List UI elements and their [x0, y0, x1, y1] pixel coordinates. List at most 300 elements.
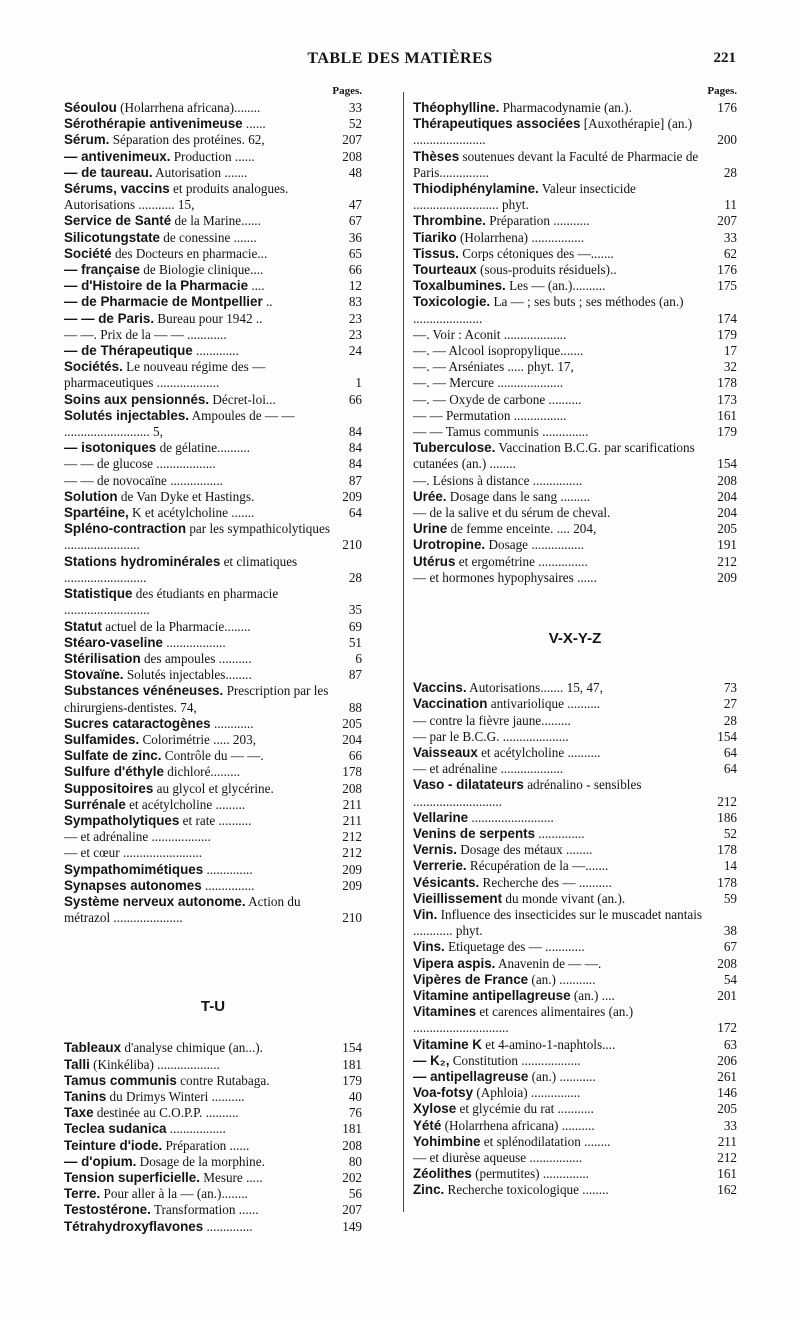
- entry-heading: Solutés injectables.: [64, 407, 190, 423]
- entry-heading: Soins aux pensionnés.: [64, 391, 210, 407]
- entry-description: — —. Prix de la — — ............: [64, 326, 227, 342]
- entry-heading: Thiodiphénylamine.: [413, 181, 539, 197]
- entry-description: (Holarrhena africana)........: [116, 100, 261, 115]
- entry-page: 191: [717, 537, 737, 553]
- entry-page: 63: [723, 1036, 737, 1052]
- entry-description: Anavenin de — —.: [495, 955, 602, 971]
- column-divider: [403, 92, 404, 1212]
- entry-heading: Thérapeutiques associées: [413, 116, 581, 132]
- index-entry: [64, 1186, 362, 1202]
- entry-description: Colorimétrie ..... 203,: [139, 731, 257, 747]
- entry-page: 204: [342, 731, 362, 747]
- entry-heading: Teinture d'iode.: [64, 1137, 163, 1153]
- entry-heading: Tamus communis: [64, 1072, 177, 1088]
- entry-description: Corps cétoniques des —.......: [458, 245, 614, 261]
- index-entry: [64, 878, 362, 894]
- index-entry: [413, 408, 737, 424]
- entry-description: Solutés injectables........: [123, 667, 252, 683]
- entry-heading: Tiariko: [413, 229, 457, 245]
- entry-page: 209: [342, 488, 362, 504]
- pages-label: Pages.: [707, 85, 737, 97]
- index-entry: [413, 777, 737, 809]
- index-entry: [64, 100, 362, 116]
- index-entry: [64, 748, 362, 764]
- entry-description: (Holarrhena) ................: [456, 229, 585, 245]
- entry-page: 33: [348, 100, 362, 115]
- entry-description: Transformation ......: [150, 1202, 259, 1218]
- entry-list: [413, 100, 737, 586]
- entry-description: Influence des insecticides sur le muscadet nantais ............ phyt.: [413, 906, 703, 939]
- entry-page: 87: [348, 472, 362, 488]
- entry-description: Prescription par les chirurgiens-dentistes. 74,: [64, 683, 329, 715]
- entry-page: 211: [342, 796, 362, 812]
- entry-heading: Statistique: [64, 586, 133, 602]
- index-entry: [413, 810, 737, 826]
- entry-description: Contrôle du — —.: [161, 748, 264, 764]
- entry-page: 179: [717, 326, 737, 342]
- entry-page: 200: [717, 132, 737, 148]
- entry-description: ...............: [201, 877, 255, 893]
- entry-heading: Tableaux: [64, 1040, 122, 1056]
- entry-page: 1: [355, 375, 362, 391]
- entry-heading: Vipères de France: [413, 971, 529, 987]
- entry-page: 52: [723, 825, 737, 841]
- index-entry: [413, 343, 737, 359]
- entry-heading: Toxicologie.: [413, 294, 491, 310]
- index-entry: [413, 440, 737, 472]
- entry-heading: — antivenimeux.: [64, 148, 171, 164]
- entry-heading: Spléno-contraction: [64, 521, 187, 537]
- entry-page: 178: [717, 842, 737, 858]
- entry-page: 202: [342, 1169, 362, 1185]
- index-entry: [64, 1170, 362, 1186]
- index-entry: [64, 311, 362, 327]
- entry-page: 12: [348, 278, 362, 294]
- page-number: 221: [713, 50, 736, 66]
- right-column: [413, 84, 737, 1199]
- entry-description: Recherche des — ..........: [479, 874, 612, 890]
- entry-heading: Vins.: [413, 939, 445, 955]
- entry-page: 33: [723, 1117, 737, 1133]
- index-entry: [413, 729, 737, 745]
- index-entry: [64, 1089, 362, 1105]
- entry-page: 208: [342, 148, 362, 164]
- entry-description: (Kinkéliba) ...................: [89, 1056, 220, 1072]
- index-entry: [64, 1057, 362, 1073]
- entry-description: Production ......: [170, 148, 255, 164]
- index-entry: [64, 683, 362, 715]
- index-entry: [413, 1101, 737, 1117]
- entry-heading: Stérilisation: [64, 650, 141, 666]
- entry-heading: Voa-fotsy: [413, 1085, 474, 1101]
- index-entry: [413, 262, 737, 278]
- index-entry: [64, 1219, 362, 1235]
- index-entry: [413, 1004, 737, 1036]
- entry-heading: Thrombine.: [413, 213, 486, 229]
- entry-heading: Suppositoires: [64, 780, 154, 796]
- index-entry: [413, 149, 737, 181]
- entry-heading: Teclea sudanica: [64, 1121, 167, 1137]
- entry-heading: Vipera aspis.: [413, 955, 496, 971]
- index-entry: [413, 907, 737, 939]
- index-entry: [413, 294, 737, 326]
- index-entry: [413, 826, 737, 842]
- entry-description: — et cœur ........................: [64, 845, 203, 861]
- entry-heading: Toxalbumines.: [413, 278, 506, 294]
- index-entry: [413, 327, 737, 343]
- entry-heading: Vaso - dilatateurs: [413, 777, 524, 793]
- entry-description: .................: [166, 1121, 226, 1137]
- entry-description: (an.) ....: [570, 987, 615, 1003]
- index-entry: [64, 440, 362, 456]
- entry-page: 28: [348, 569, 362, 585]
- entry-heading: Sulfamides.: [64, 731, 140, 747]
- index-entry: [413, 554, 737, 570]
- entry-page: 209: [717, 569, 737, 585]
- entry-heading: Sympatholytiques: [64, 812, 180, 828]
- index-entry: [64, 862, 362, 878]
- entry-page: 64: [723, 761, 737, 777]
- index-entry: [413, 956, 737, 972]
- entry-description: La — ; ses buts ; ses méthodes (an.) .....................: [413, 294, 684, 326]
- index-entry: [413, 713, 737, 729]
- entry-description: — — Permutation ................: [413, 407, 567, 423]
- entry-page: 67: [348, 213, 362, 229]
- entry-page: 64: [348, 505, 362, 521]
- entry-description: de conessine .......: [159, 229, 257, 245]
- entry-description: Les — (an.)..........: [505, 278, 606, 294]
- entry-description: des ampoules ..........: [140, 650, 252, 666]
- entry-description: — de la salive et du sérum de cheval.: [413, 505, 611, 521]
- index-entry: [413, 392, 737, 408]
- entry-page: 84: [348, 440, 362, 456]
- entry-heading: — de taureau.: [64, 164, 153, 180]
- entry-heading: Statut: [64, 618, 102, 634]
- entry-description: (permutites) ..............: [471, 1166, 589, 1182]
- entry-description: Vaccination B.C.G. par scarifications cutanées (an.) ........: [413, 440, 695, 472]
- entry-description: Pharmacodynamie (an.).: [499, 100, 632, 115]
- entry-description: et acétylcholine ..........: [477, 744, 601, 760]
- entry-description: —. Lésions à distance ...............: [413, 472, 583, 488]
- index-entry: [64, 1121, 362, 1137]
- entry-heading: Yété: [413, 1117, 442, 1133]
- entry-heading: Substances vénéneuses.: [64, 683, 224, 699]
- entry-heading: Verrerie.: [413, 858, 467, 874]
- entry-heading: Tension superficielle.: [64, 1169, 200, 1185]
- entry-page: 208: [342, 780, 362, 796]
- entry-heading: Stéaro-vaseline: [64, 634, 163, 650]
- index-entry: [413, 278, 737, 294]
- entry-page: 28: [723, 164, 737, 180]
- entry-page: 146: [717, 1085, 737, 1101]
- entry-description: — par le B.C.G. ....................: [413, 728, 569, 744]
- entry-page: 210: [342, 910, 362, 926]
- entry-heading: Sérums, vaccins: [64, 181, 170, 197]
- entry-page: 204: [717, 488, 737, 504]
- entry-heading: Théophylline.: [413, 100, 500, 115]
- entry-page: 51: [348, 634, 362, 650]
- entry-page: 87: [348, 667, 362, 683]
- entry-page: 149: [342, 1218, 362, 1234]
- entry-heading: Yohimbine: [413, 1133, 481, 1149]
- entry-heading: Sulfure d'éthyle: [64, 764, 164, 780]
- entry-heading: — K₂,: [413, 1052, 450, 1068]
- entry-heading: Vieillissement: [413, 890, 503, 906]
- entry-heading: Séoulou: [64, 100, 117, 115]
- index-entry: [413, 696, 737, 712]
- entry-description: K et acétylcholine .......: [128, 505, 255, 521]
- index-entry: [413, 1069, 737, 1085]
- entry-description: ..................: [163, 634, 226, 650]
- entry-page: 208: [342, 1137, 362, 1153]
- entry-description: au glycol et glycérine.: [153, 780, 274, 796]
- left-column: [64, 84, 362, 1235]
- entry-description: — contre la fièvre jaune.........: [413, 712, 571, 728]
- entry-heading: Vitamine antipellagreuse: [413, 987, 571, 1003]
- entry-page: 14: [723, 858, 737, 874]
- entry-description: Autorisation .......: [152, 164, 248, 180]
- index-entry: [413, 230, 737, 246]
- entry-heading: Sucres cataractogènes: [64, 715, 211, 731]
- entry-description: (Aphloia) ...............: [473, 1085, 581, 1101]
- entry-heading: Vaccination: [413, 696, 488, 712]
- entry-description: et carences alimentaires (an.) .............................: [413, 1004, 634, 1036]
- entry-page: 178: [717, 874, 737, 890]
- entry-page: 161: [717, 407, 737, 423]
- entry-page: 178: [342, 764, 362, 780]
- entry-description: ..............: [203, 1218, 253, 1234]
- entry-page: 211: [342, 812, 362, 828]
- entry-page: 32: [723, 359, 737, 375]
- entry-page: 54: [723, 971, 737, 987]
- index-entry: [413, 988, 737, 1004]
- entry-description: .............: [192, 343, 239, 359]
- index-entry: [413, 116, 737, 148]
- index-entry: [413, 761, 737, 777]
- entry-heading: Société: [64, 245, 112, 261]
- entry-description: du Drimys Winteri ..........: [106, 1088, 245, 1104]
- index-entry: [413, 1134, 737, 1150]
- entry-page: 172: [717, 1020, 737, 1036]
- entry-page: 212: [717, 553, 737, 569]
- entry-page: 210: [342, 537, 362, 553]
- index-entry: [64, 489, 362, 505]
- index-entry: [413, 213, 737, 229]
- entry-page: 83: [348, 294, 362, 310]
- index-entry: [64, 1138, 362, 1154]
- entry-heading: — d'opium.: [64, 1153, 137, 1169]
- entry-description: Décret-loi...: [209, 391, 276, 407]
- index-entry: [413, 181, 737, 213]
- entry-page: 23: [348, 310, 362, 326]
- entry-page: 52: [348, 116, 362, 132]
- entry-heading: Vaccins.: [413, 680, 467, 696]
- entry-description: .........................: [468, 809, 554, 825]
- entry-description: (sous-produits résiduels)..: [476, 262, 617, 278]
- index-entry: [64, 619, 362, 635]
- entry-page: 17: [723, 343, 737, 359]
- index-entry: [413, 359, 737, 375]
- entry-heading: Service de Santé: [64, 213, 172, 229]
- entry-description: Autorisations....... 15, 47,: [466, 680, 603, 696]
- entry-description: ......: [242, 116, 266, 132]
- entry-page: 66: [348, 748, 362, 764]
- index-entry: [64, 132, 362, 148]
- index-entry: [64, 586, 362, 618]
- index-entry: [64, 294, 362, 310]
- entry-description: — et adrénaline ..................: [64, 829, 211, 845]
- entry-page: 207: [342, 132, 362, 148]
- index-entry: [64, 246, 362, 262]
- entry-heading: Sérum.: [64, 132, 110, 148]
- index-entry: [413, 505, 737, 521]
- index-entry: [64, 1202, 362, 1218]
- entry-page: 66: [348, 262, 362, 278]
- index-entry: [64, 262, 362, 278]
- entry-heading: Tourteaux: [413, 262, 477, 278]
- index-entry: [413, 939, 737, 955]
- entry-page: 207: [342, 1202, 362, 1218]
- entry-heading: Sulfate de zinc.: [64, 748, 162, 764]
- entry-page: 67: [723, 939, 737, 955]
- index-entry: [64, 359, 362, 391]
- index-entry: [64, 894, 362, 926]
- index-entry: [64, 764, 362, 780]
- entry-page: 36: [348, 229, 362, 245]
- entry-page: 27: [723, 696, 737, 712]
- index-entry: [64, 781, 362, 797]
- entry-description: — — de novocaïne ................: [64, 472, 223, 488]
- entry-description: (an.) ...........: [528, 971, 596, 987]
- index-entry: [64, 651, 362, 667]
- entry-description: —. — Oxyde de carbone ..........: [413, 391, 582, 407]
- entry-page: 28: [723, 712, 737, 728]
- entry-heading: Tuberculose.: [413, 440, 496, 456]
- entry-description: [Auxothérapie] (an.) ......................: [413, 116, 693, 148]
- entry-heading: Surrénale: [64, 796, 126, 812]
- index-entry: [64, 667, 362, 683]
- entry-description: Ampoules de — — .......................... 5,: [64, 407, 295, 440]
- entry-heading: Thèses: [413, 148, 460, 164]
- entry-description: (Holarrhena africana) ..........: [441, 1117, 595, 1133]
- entry-heading: Zéolithes: [413, 1166, 472, 1182]
- index-entry: [413, 521, 737, 537]
- entry-page: 154: [717, 728, 737, 744]
- entry-description: ..............: [535, 825, 585, 841]
- entry-description: Bureau pour 1942 ..: [154, 310, 263, 326]
- index-entry: [64, 732, 362, 748]
- index-entry: [64, 797, 362, 813]
- entry-page: 62: [723, 245, 737, 261]
- entry-page: 64: [723, 744, 737, 760]
- entry-description: par les sympathicolytiques .......................: [64, 521, 330, 553]
- entry-page: 212: [717, 1149, 737, 1165]
- entry-description: et acétylcholine .........: [125, 796, 246, 812]
- entry-page: 84: [348, 424, 362, 440]
- entry-description: et rate ..........: [179, 812, 252, 828]
- entry-heading: Urotropine.: [413, 537, 486, 553]
- entry-description: Séparation des protéines. 62,: [109, 132, 265, 148]
- entry-page: 209: [342, 877, 362, 893]
- entry-description: dichloré.........: [163, 764, 241, 780]
- entry-page: 65: [348, 245, 362, 261]
- entry-description: Dosage des métaux ........: [456, 842, 593, 858]
- index-entry: [413, 745, 737, 761]
- entry-page: 205: [717, 1101, 737, 1117]
- entry-heading: — d'Histoire de la Pharmacie: [64, 278, 249, 294]
- entry-page: 154: [342, 1040, 362, 1056]
- entry-page: 211: [717, 1133, 737, 1149]
- entry-description: de femme enceinte. .... 204,: [447, 521, 597, 537]
- entry-description: contre Rutabaga.: [176, 1072, 270, 1088]
- entry-description: destinée au C.O.P.P. ..........: [93, 1105, 239, 1121]
- entry-page: 212: [717, 793, 737, 809]
- entry-description: —. — Mercure ....................: [413, 375, 564, 391]
- index-entry: [413, 891, 737, 907]
- entry-page: 80: [348, 1153, 362, 1169]
- index-entry: [64, 813, 362, 829]
- entry-page: 179: [342, 1072, 362, 1088]
- index-entry: [413, 246, 737, 262]
- entry-description: de gélatine..........: [156, 440, 251, 456]
- entry-page: 38: [723, 923, 737, 939]
- entry-heading: Terre.: [64, 1186, 101, 1202]
- index-entry: [64, 456, 362, 472]
- entry-description: de Van Dyke et Hastings.: [117, 488, 255, 504]
- entry-heading: Vin.: [413, 906, 438, 922]
- entry-description: et glycémie du rat ...........: [456, 1101, 594, 1117]
- entry-page: 6: [355, 650, 362, 666]
- index-entry: [413, 680, 737, 696]
- entry-page: 175: [717, 278, 737, 294]
- entry-description: Le nouveau régime des — pharmaceutiques ...................: [64, 359, 266, 391]
- entry-heading: Spartéine,: [64, 505, 129, 521]
- index-entry: [64, 230, 362, 246]
- index-entry: [64, 845, 362, 861]
- entry-heading: Vaisseaux: [413, 744, 478, 760]
- entry-heading: Stations hydrominérales: [64, 553, 221, 569]
- entry-page: 205: [342, 715, 362, 731]
- entry-page: 178: [717, 375, 737, 391]
- entry-page: 204: [717, 505, 737, 521]
- entry-description: Valeur insecticide .......................... phyt.: [413, 181, 636, 213]
- entry-heading: Vitamines: [413, 1004, 477, 1020]
- entry-page: 179: [717, 424, 737, 440]
- entry-page: 161: [717, 1166, 737, 1182]
- entry-description: ..............: [203, 861, 253, 877]
- index-entry: [413, 842, 737, 858]
- entry-heading: Vernis.: [413, 842, 457, 858]
- entry-page: 48: [348, 164, 362, 180]
- entry-description: ....: [248, 278, 265, 294]
- entry-page: 23: [348, 326, 362, 342]
- entry-description: et ergométrine ...............: [455, 553, 588, 569]
- entry-heading: — de Pharmacie de Montpellier: [64, 294, 263, 310]
- entry-page: 24: [348, 343, 362, 359]
- entry-heading: Taxe: [64, 1105, 94, 1121]
- entry-heading: Vellarine: [413, 809, 469, 825]
- entry-description: — et hormones hypophysaires ......: [413, 569, 597, 585]
- index-entry: [413, 1053, 737, 1069]
- entry-heading: Xylose: [413, 1101, 457, 1117]
- entry-page: 186: [717, 809, 737, 825]
- entry-description: Dosage de la morphine.: [136, 1153, 265, 1169]
- index-entry: [413, 1085, 737, 1101]
- entry-heading: — de Thérapeutique: [64, 343, 193, 359]
- index-entry: [64, 213, 362, 229]
- index-entry: [64, 473, 362, 489]
- entry-page: 176: [717, 262, 737, 278]
